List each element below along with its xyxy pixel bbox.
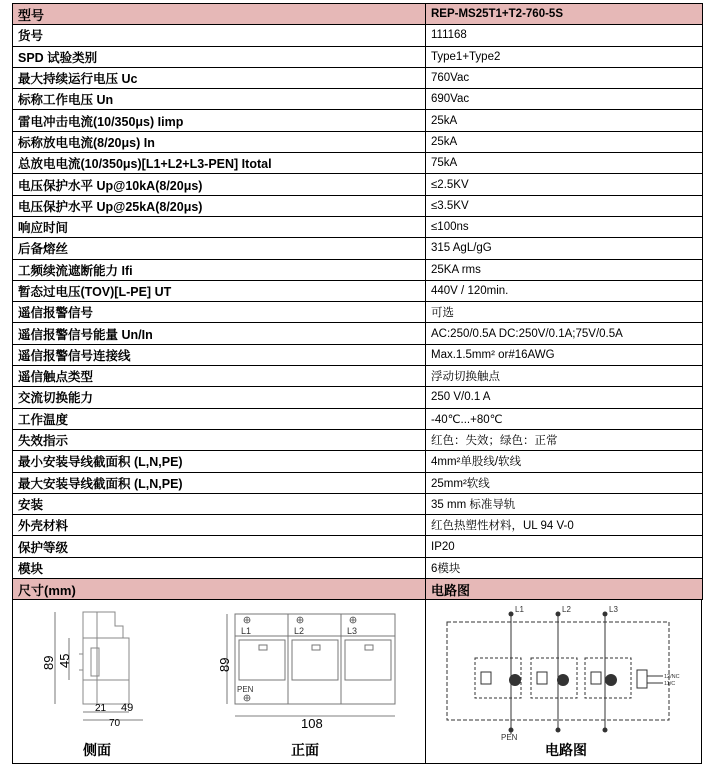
spec-row (13, 387, 703, 408)
spec-row (13, 131, 703, 152)
spec-label: 最小安装导线截面积 (L,N,PE) (13, 451, 426, 472)
front-pen-label: PEN (237, 685, 254, 695)
spec-row (13, 451, 703, 472)
spec-label: 遥信报警信号 (13, 302, 426, 323)
spec-row (13, 302, 703, 323)
spec-row (13, 323, 703, 344)
spec-label: 遥信触点类型 (13, 366, 426, 387)
spec-row (13, 259, 703, 280)
circuit-pen-label: PEN (501, 733, 518, 741)
circuit-contact-c: 11/C (664, 681, 676, 688)
spec-row (13, 344, 703, 365)
spec-value: 315 AgL/gG (426, 238, 703, 259)
spec-label: 货号 (13, 25, 426, 46)
model-label: 型号 (13, 4, 426, 25)
spec-value: 75kA (426, 153, 703, 174)
spec-value: 440V / 120min. (426, 280, 703, 301)
spec-value: 35 mm 标准导轨 (426, 493, 703, 514)
spec-row (13, 366, 703, 387)
model-value: REP-MS25T1+T2-760-5S (426, 4, 703, 25)
model-header-row (13, 4, 703, 25)
spec-row (13, 408, 703, 429)
spec-label: 工作温度 (13, 408, 426, 429)
spec-label: 标称工作电压 Un (13, 89, 426, 110)
front-dim-89: 89 (217, 657, 232, 673)
spec-label: 最大持续运行电压 Uc (13, 67, 426, 88)
spec-value: 可选 (426, 302, 703, 323)
spec-label: 失效指示 (13, 429, 426, 450)
front-view-drawing (205, 608, 405, 732)
spec-label: 遥信报警信号连接线 (13, 344, 426, 365)
circuit-line-l3: L3 (609, 605, 618, 615)
drawings-divider (425, 600, 426, 763)
dimensions-heading: 尺寸(mm) (13, 579, 426, 600)
front-dim-108: 108 (301, 716, 323, 732)
spec-row (13, 238, 703, 259)
spec-value: ≤100ns (426, 216, 703, 237)
spec-label: 保护等级 (13, 536, 426, 557)
spec-value: 690Vac (426, 89, 703, 110)
spec-value: -40℃...+80℃ (426, 408, 703, 429)
front-view-caption: 正面 (291, 743, 319, 760)
spec-value: 25mm²软线 (426, 472, 703, 493)
front-terminal-l2: L2 (294, 626, 305, 637)
spec-value: 浮动切换触点 (426, 366, 703, 387)
spec-label: 电压保护水平 Up@25kA(8/20μs) (13, 195, 426, 216)
spec-row (13, 280, 703, 301)
spec-value: 6模块 (426, 557, 703, 578)
section-header-row (13, 579, 703, 600)
spec-label: 响应时间 (13, 216, 426, 237)
spec-value: 760Vac (426, 67, 703, 88)
spec-row (13, 153, 703, 174)
side-view-drawing (33, 608, 163, 726)
spec-value: 25kA (426, 110, 703, 131)
spec-label: 交流切换能力 (13, 387, 426, 408)
spec-row (13, 174, 703, 195)
spec-table (12, 3, 703, 600)
spec-value: 4mm²单股线/软线 (426, 451, 703, 472)
spec-value: Type1+Type2 (426, 46, 703, 67)
circuit-line-l1: L1 (515, 605, 524, 615)
side-dim-70: 70 (109, 718, 121, 727)
spec-row (13, 110, 703, 131)
side-dim-21: 21 (95, 703, 107, 715)
front-terminal-l3: L3 (347, 626, 358, 637)
spec-label: 最大安装导线截面积 (L,N,PE) (13, 472, 426, 493)
spec-row (13, 67, 703, 88)
spec-row (13, 515, 703, 536)
spec-label: SPD 试验类别 (13, 46, 426, 67)
side-dim-45: 45 (57, 653, 72, 669)
spec-row (13, 89, 703, 110)
spec-value: 红色热塑性材料，UL 94 V-0 (426, 515, 703, 536)
spec-label: 标称放电电流(8/20μs) In (13, 131, 426, 152)
spec-value: ≤2.5KV (426, 174, 703, 195)
spec-row (13, 25, 703, 46)
spec-row (13, 46, 703, 67)
spec-row (13, 216, 703, 237)
spec-value: AC:250/0.5A DC:250V/0.1A;75V/0.5A (426, 323, 703, 344)
side-view-caption: 侧面 (83, 743, 111, 760)
spec-row (13, 536, 703, 557)
spec-label: 遥信报警信号能量 Un/In (13, 323, 426, 344)
spec-row (13, 472, 703, 493)
spec-value: 111168 (426, 25, 703, 46)
circuit-diagram (435, 604, 697, 740)
front-terminal-l1: L1 (241, 626, 252, 637)
drawings-area (12, 600, 702, 764)
spec-label: 工频续流遮断能力 Ifi (13, 259, 426, 280)
circuit-line-l2: L2 (562, 605, 571, 615)
spec-value: 25kA (426, 131, 703, 152)
spec-value: Max.1.5mm² or#16AWG (426, 344, 703, 365)
spec-value: 250 V/0.1 A (426, 387, 703, 408)
spec-label: 后备熔丝 (13, 238, 426, 259)
spec-row (13, 429, 703, 450)
spec-label: 雷电冲击电流(10/350μs) Iimp (13, 110, 426, 131)
spec-label: 外壳材料 (13, 515, 426, 536)
spec-value: ≤3.5KV (426, 195, 703, 216)
spec-label: 总放电电流(10/350μs)[L1+L2+L3-PEN] Itotal (13, 153, 426, 174)
side-dim-49: 49 (121, 702, 134, 715)
spec-label: 电压保护水平 Up@10kA(8/20μs) (13, 174, 426, 195)
spec-label: 暂态过电压(TOV)[L-PE] UT (13, 280, 426, 301)
side-dim-89: 89 (41, 655, 56, 671)
circuit-heading: 电路图 (426, 579, 703, 600)
circuit-caption: 电路图 (545, 743, 587, 760)
spec-label: 安装 (13, 493, 426, 514)
circuit-contact-nc: 12/NC (664, 674, 680, 681)
spec-value: IP20 (426, 536, 703, 557)
spec-row (13, 493, 703, 514)
spec-label: 模块 (13, 557, 426, 578)
spec-value: 25KA rms (426, 259, 703, 280)
spec-sheet (12, 3, 702, 764)
spec-value: 红色：失效；绿色：正常 (426, 429, 703, 450)
spec-row (13, 557, 703, 578)
spec-row (13, 195, 703, 216)
